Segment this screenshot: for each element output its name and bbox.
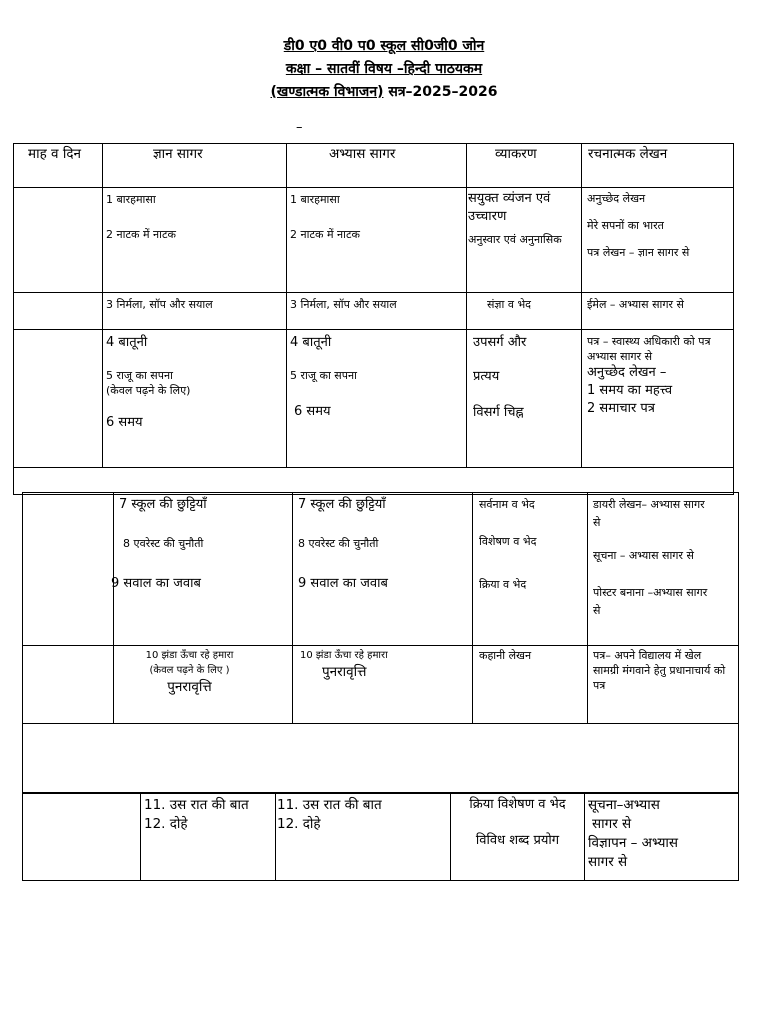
lesson-item: 6 समय <box>106 415 143 430</box>
writing-item: 1 समय का महत्त्व <box>587 383 673 398</box>
col-vyakaran: व्याकरण <box>467 144 582 188</box>
writing-item: विज्ञापन – अभ्यास <box>588 835 679 851</box>
month-cell <box>23 493 114 646</box>
month-cell <box>14 330 103 468</box>
lesson-item: 9 सवाल का जवाब <box>298 576 388 591</box>
grammar-item: उच्चारण <box>468 209 507 224</box>
writing-item: अभ्यास सागर से <box>587 350 653 363</box>
table-row <box>23 646 739 724</box>
lesson-item: 10 झंडा ऊँचा रहे हमारा <box>300 650 388 661</box>
revision-label: पुनरावृत्ति <box>167 679 212 695</box>
gyan-cell <box>111 493 293 646</box>
rachna-cell <box>588 646 739 724</box>
lesson-item: 11. उस रात की बात <box>277 797 382 813</box>
lesson-item: 4 बातूनी <box>106 335 148 350</box>
table-row <box>23 493 739 646</box>
class-subject-title: कक्षा – सातवीं विषय –हिन्दी पाठयकम <box>285 61 483 77</box>
abhyas-cell <box>293 646 473 724</box>
lesson-item: 12. दोहे <box>144 816 188 832</box>
gyan-cell <box>103 188 287 293</box>
lesson-item: 5 राजू का सपना <box>290 369 357 382</box>
vyakaran-cell: कहानी लेखन <box>473 646 588 724</box>
grammar-item: विसर्ग चिह्न <box>473 405 524 420</box>
writing-item: सागर से <box>592 816 632 832</box>
writing-item: मेरे सपनों का भारत <box>587 219 664 232</box>
col-month-day: माह व दिन <box>14 144 103 188</box>
gyan-cell <box>103 330 287 468</box>
stray-dash: – <box>296 120 303 135</box>
table-row-empty <box>14 468 734 495</box>
abhyas-cell: 3 निर्मला, सॉप और सयाल <box>287 293 467 330</box>
writing-item: सूचना–अभ्यास <box>588 797 660 813</box>
school-title: डी0 ए0 वी0 प0 स्कूल सी0जी0 जोन <box>283 38 485 54</box>
rachna-cell <box>585 793 739 881</box>
grammar-item: क्रिया विशेषण व भेद <box>469 797 566 812</box>
grammar-item: सर्वनाम व भेद <box>479 498 535 511</box>
writing-item: अनुच्छेद लेखन <box>587 192 646 205</box>
gyan-cell <box>141 793 276 881</box>
writing-item: पत्र – स्वास्थ्य अधिकारी को पत्र <box>587 335 711 348</box>
lesson-item: 2 नाटक में नाटक <box>290 228 360 241</box>
rachna-cell: ईमेल – अभ्यास सागर से <box>582 293 734 330</box>
session-title: (खण्डात्मक विभाजन) सत्र–2025–2026 <box>270 84 498 100</box>
writing-item: सामग्री मंगवाने हेतु प्रधानाचार्य को <box>593 664 726 677</box>
syllabus-table-part3 <box>22 792 739 881</box>
lesson-note: (केवल पढ़ने के लिए ) <box>149 665 230 676</box>
lesson-item: 11. उस रात की बात <box>144 797 249 813</box>
month-cell <box>23 793 141 881</box>
abhyas-cell <box>293 493 473 646</box>
writing-item: सागर से <box>588 854 628 870</box>
lesson-item: 2 नाटक में नाटक <box>106 228 176 241</box>
vyakaran-cell <box>451 793 585 881</box>
grammar-item: उपसर्ग और <box>473 335 527 350</box>
table-row <box>14 330 734 468</box>
abhyas-cell <box>287 330 467 468</box>
grammar-item: विविध शब्द प्रयोग <box>475 833 560 848</box>
table-row <box>23 793 739 881</box>
writing-item: अनुच्छेद लेखन – <box>587 365 667 380</box>
rachna-cell <box>582 330 734 468</box>
rachna-cell <box>582 188 734 293</box>
lesson-item: 8 एवरेस्ट की चुनौती <box>123 537 204 550</box>
month-cell <box>14 188 103 293</box>
grammar-item: अनुस्वार एवं अनुनासिक <box>468 233 562 246</box>
syllabus-table-part2 <box>22 492 739 794</box>
writing-item: से <box>593 516 601 529</box>
month-cell <box>23 646 114 724</box>
col-gyan-sagar: ज्ञान सागर <box>103 144 287 188</box>
writing-item: सूचना – अभ्यास सागर से <box>593 549 694 562</box>
lesson-item: 1 बारहमासा <box>290 193 340 206</box>
vyakaran-cell: संज्ञा व भेद <box>467 293 582 330</box>
lesson-item: 8 एवरेस्ट की चुनौती <box>298 537 379 550</box>
writing-item: पत्र लेखन – ज्ञान सागर से <box>587 246 690 259</box>
empty-row-cell <box>23 724 739 794</box>
vyakaran-cell <box>473 493 588 646</box>
lesson-item: 7 स्कूल की छुट्टियॉं <box>119 497 207 512</box>
vyakaran-cell <box>467 330 582 468</box>
table-header-row <box>14 144 734 188</box>
writing-item: से <box>593 604 601 617</box>
lesson-item: 6 समय <box>294 404 331 419</box>
gyan-cell <box>114 646 293 724</box>
col-rachnatmak-lekhan: रचनात्मक लेखन <box>582 144 734 188</box>
lesson-item: 4 बातूनी <box>290 335 332 350</box>
lesson-item: 1 बारहमासा <box>106 193 156 206</box>
col-abhyas-sagar: अभ्यास सागर <box>287 144 467 188</box>
grammar-item: क्रिया व भेद <box>479 578 527 591</box>
abhyas-cell <box>287 188 467 293</box>
lesson-item: 5 राजू का सपना <box>106 369 173 382</box>
writing-item: डायरी लेखन– अभ्यास सागर <box>593 498 705 511</box>
gyan-cell: 3 निर्मला, सॉप और सयाल <box>103 293 287 330</box>
table-row <box>14 188 734 293</box>
lesson-item: 7 स्कूल की छुट्टियॉं <box>298 497 386 512</box>
grammar-item: विशेषण व भेद <box>479 535 537 548</box>
lesson-item: 10 झंडा ऊँचा रहे हमारा <box>145 650 234 661</box>
writing-item: 2 समाचार पत्र <box>587 401 655 416</box>
writing-item: पत्र <box>593 679 606 692</box>
grammar-item: प्रत्यय <box>473 369 500 384</box>
vyakaran-cell <box>467 188 582 293</box>
rachna-cell <box>588 493 739 646</box>
table-row-empty <box>23 724 739 794</box>
lesson-note: (केवल पढ़ने के लिए) <box>106 384 191 397</box>
abhyas-cell <box>276 793 451 881</box>
lesson-item: 12. दोहे <box>277 816 321 832</box>
empty-row-cell <box>14 468 734 495</box>
revision-label: पुनरावृत्ति <box>322 664 367 680</box>
grammar-item: सयुक्त व्यंजन एवं <box>468 191 551 206</box>
writing-item: पत्र– अपने विद्यालय में खेल <box>593 649 702 662</box>
lesson-item: 9 सवाल का जवाब <box>111 576 201 591</box>
month-cell <box>14 293 103 330</box>
syllabus-table-part1 <box>13 143 734 495</box>
table-row <box>14 293 734 330</box>
writing-item: पोस्टर बनाना –अभ्यास सागर <box>593 586 708 599</box>
